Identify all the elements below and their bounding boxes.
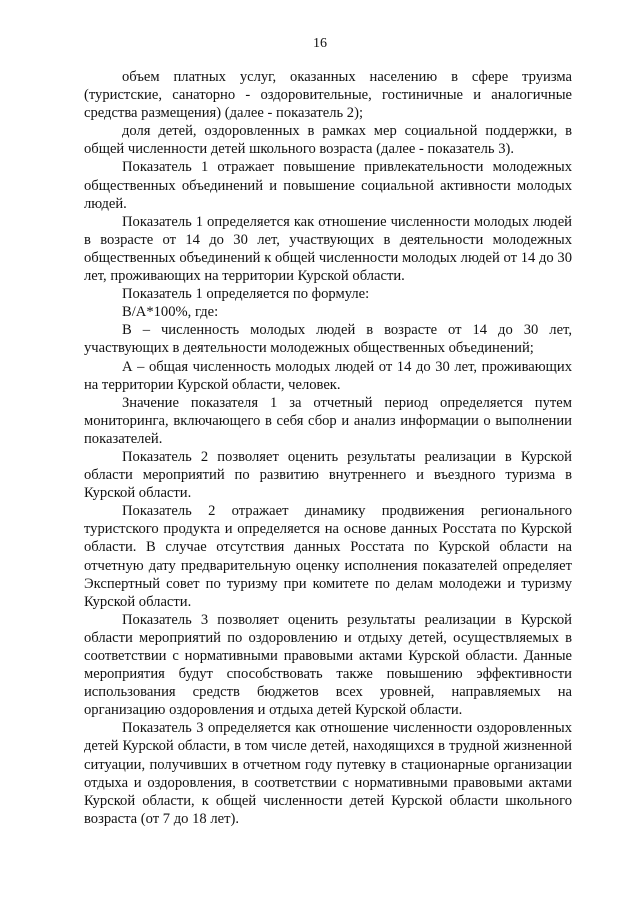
- paragraph-paid-services-indicator: объем платных услуг, оказанных населению в сфере труизма (туристские, санаторно - оздоровительные, гостиничные и аналогичные средства размещения) (далее - показатель 2);: [84, 69, 572, 122]
- paragraph-indicator-3-definition: Показатель 3 определяется как отношение численности оздоровленных детей Курской области, в том числе детей, находящихся в трудной жизненной ситуации, получивших в отчетном году путевку в стационарные организации отдыха и оздоровления, в соответствии с нормативными правовыми актами Курской области, к общей численности детей Курской области школьного возраста (от 7 до 18 лет).: [84, 720, 572, 827]
- paragraph-variable-b: В – численность молодых людей в возрасте от 14 до 30 лет, участвующих в деятельности молодежных общественных объединений;: [84, 322, 572, 357]
- paragraph-indicator-1-definition: Показатель 1 определяется как отношение численности молодых людей в возрасте от 14 до 30 лет, участвующих в деятельности молодежных общественных объединений к общей численности молодых людей от 14 до 30 лет, проживающих на территории Курской области.: [84, 213, 572, 285]
- paragraph-indicator-2-definition: Показатель 2 отражает динамику продвижения регионального туристского продукта и определяется на основе данных Росстата по Курской области. В случае отсутствия данных Росстата по Курской области на отчетную дату предварительную оценку исполнения показателей определяет Экспертный совет по туризму при комитете по делам молодежи и туризму Курской области.: [84, 503, 572, 610]
- paragraph-indicator-3-purpose: Показатель 3 позволяет оценить результаты реализации в Курской области мероприятий по оздоровлению и отдыху детей, осуществляемых в соответствии с нормативными правовыми актами Курской области. Данные мероприятия будут способствовать также повышению эффективности использования средств бюджетов всех уровней, направляемых на организацию оздоровления и отдыха детей Курской области.: [84, 611, 572, 719]
- document-body: [84, 68, 572, 828]
- page-number: 16: [313, 36, 327, 51]
- paragraph-indicator-1-reflects: Показатель 1 отражает повышение привлекательности молодежных общественных объединений и повышение социальной активности молодых людей.: [84, 159, 572, 212]
- paragraph-indicator-2-purpose: Показатель 2 позволяет оценить результаты реализации в Курской области мероприятий по развитию внутреннего и въездного туризма в Курской области.: [84, 448, 572, 502]
- paragraph-indicator-1-monitoring: Значение показателя 1 за отчетный период определяется путем мониторинга, включающего в себя сбор и анализ информации о выполнении показателей.: [84, 394, 572, 447]
- paragraph-children-health-indicator: доля детей, оздоровленных в рамках мер социальной поддержки, в общей численности детей школьного возраста (далее - показатель 3).: [84, 123, 572, 158]
- paragraph-formula-intro: Показатель 1 определяется по формуле:: [122, 286, 370, 303]
- paragraph-variable-a: А – общая численность молодых людей от 14 до 30 лет, проживающих на территории Курской области, человек.: [84, 358, 572, 393]
- formula: В/А*100%, где:: [122, 304, 219, 321]
